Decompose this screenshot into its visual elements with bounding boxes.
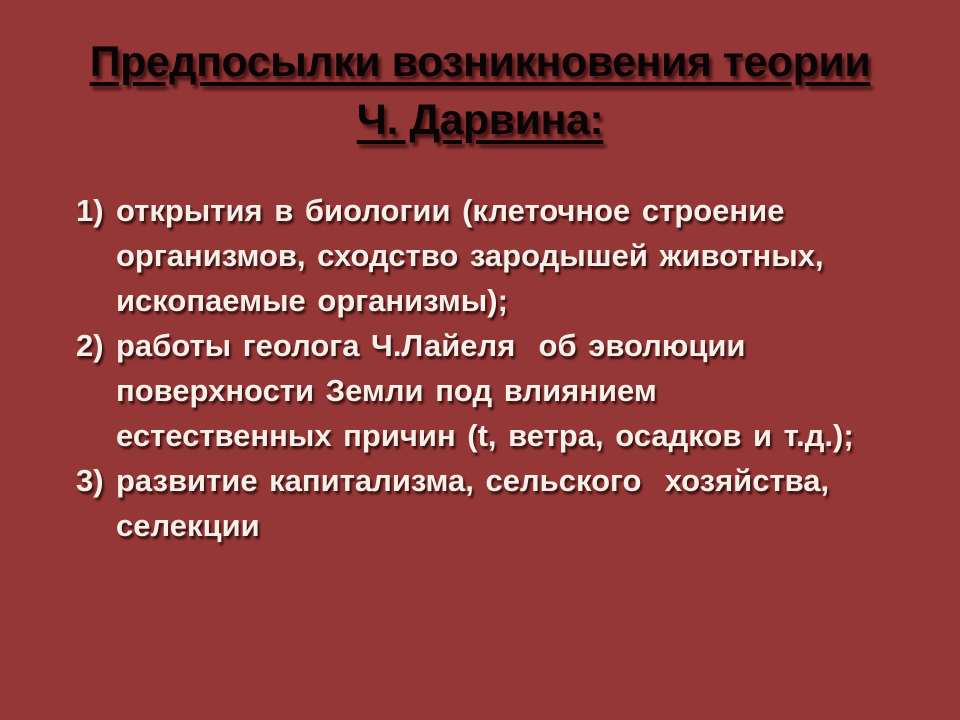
title-line-2-text: Ч. Дарвина: bbox=[356, 96, 604, 144]
item-1-line-3: ископаемые организмы); bbox=[116, 283, 508, 318]
item-2-line-2: поверхности Земли под влиянием bbox=[116, 373, 657, 408]
item-3-number: 3) bbox=[76, 463, 104, 498]
item-1-line-1: открытия в биологии (клеточное строение bbox=[116, 193, 785, 228]
item-2-text bbox=[116, 323, 930, 458]
numbered-list bbox=[76, 188, 930, 548]
item-2-number: 2) bbox=[76, 328, 104, 363]
item-1-number: 1) bbox=[76, 193, 104, 228]
title-line-1 bbox=[0, 33, 960, 91]
item-2-line-3: естественных причин (t, ветра, осадков и т.д.); bbox=[116, 418, 854, 453]
slide-title bbox=[0, 33, 960, 149]
item-1-line-2: организмов, сходство зародышей животных, bbox=[116, 238, 824, 273]
list-item-2 bbox=[76, 323, 930, 458]
list-item-3 bbox=[76, 458, 930, 548]
title-line-1-text: Предпосылки возникновения теории bbox=[89, 38, 871, 86]
item-3-line-2: селекции bbox=[116, 508, 260, 543]
title-line-2 bbox=[0, 91, 960, 149]
list-item-1 bbox=[76, 188, 930, 323]
item-2-line-1: работы геолога Ч.Лайеля об эволюции bbox=[116, 328, 746, 363]
item-1-text bbox=[116, 188, 930, 323]
item-3-line-1: развитие капитализма, сельского хозяйства, bbox=[116, 463, 830, 498]
item-3-text bbox=[116, 458, 930, 548]
